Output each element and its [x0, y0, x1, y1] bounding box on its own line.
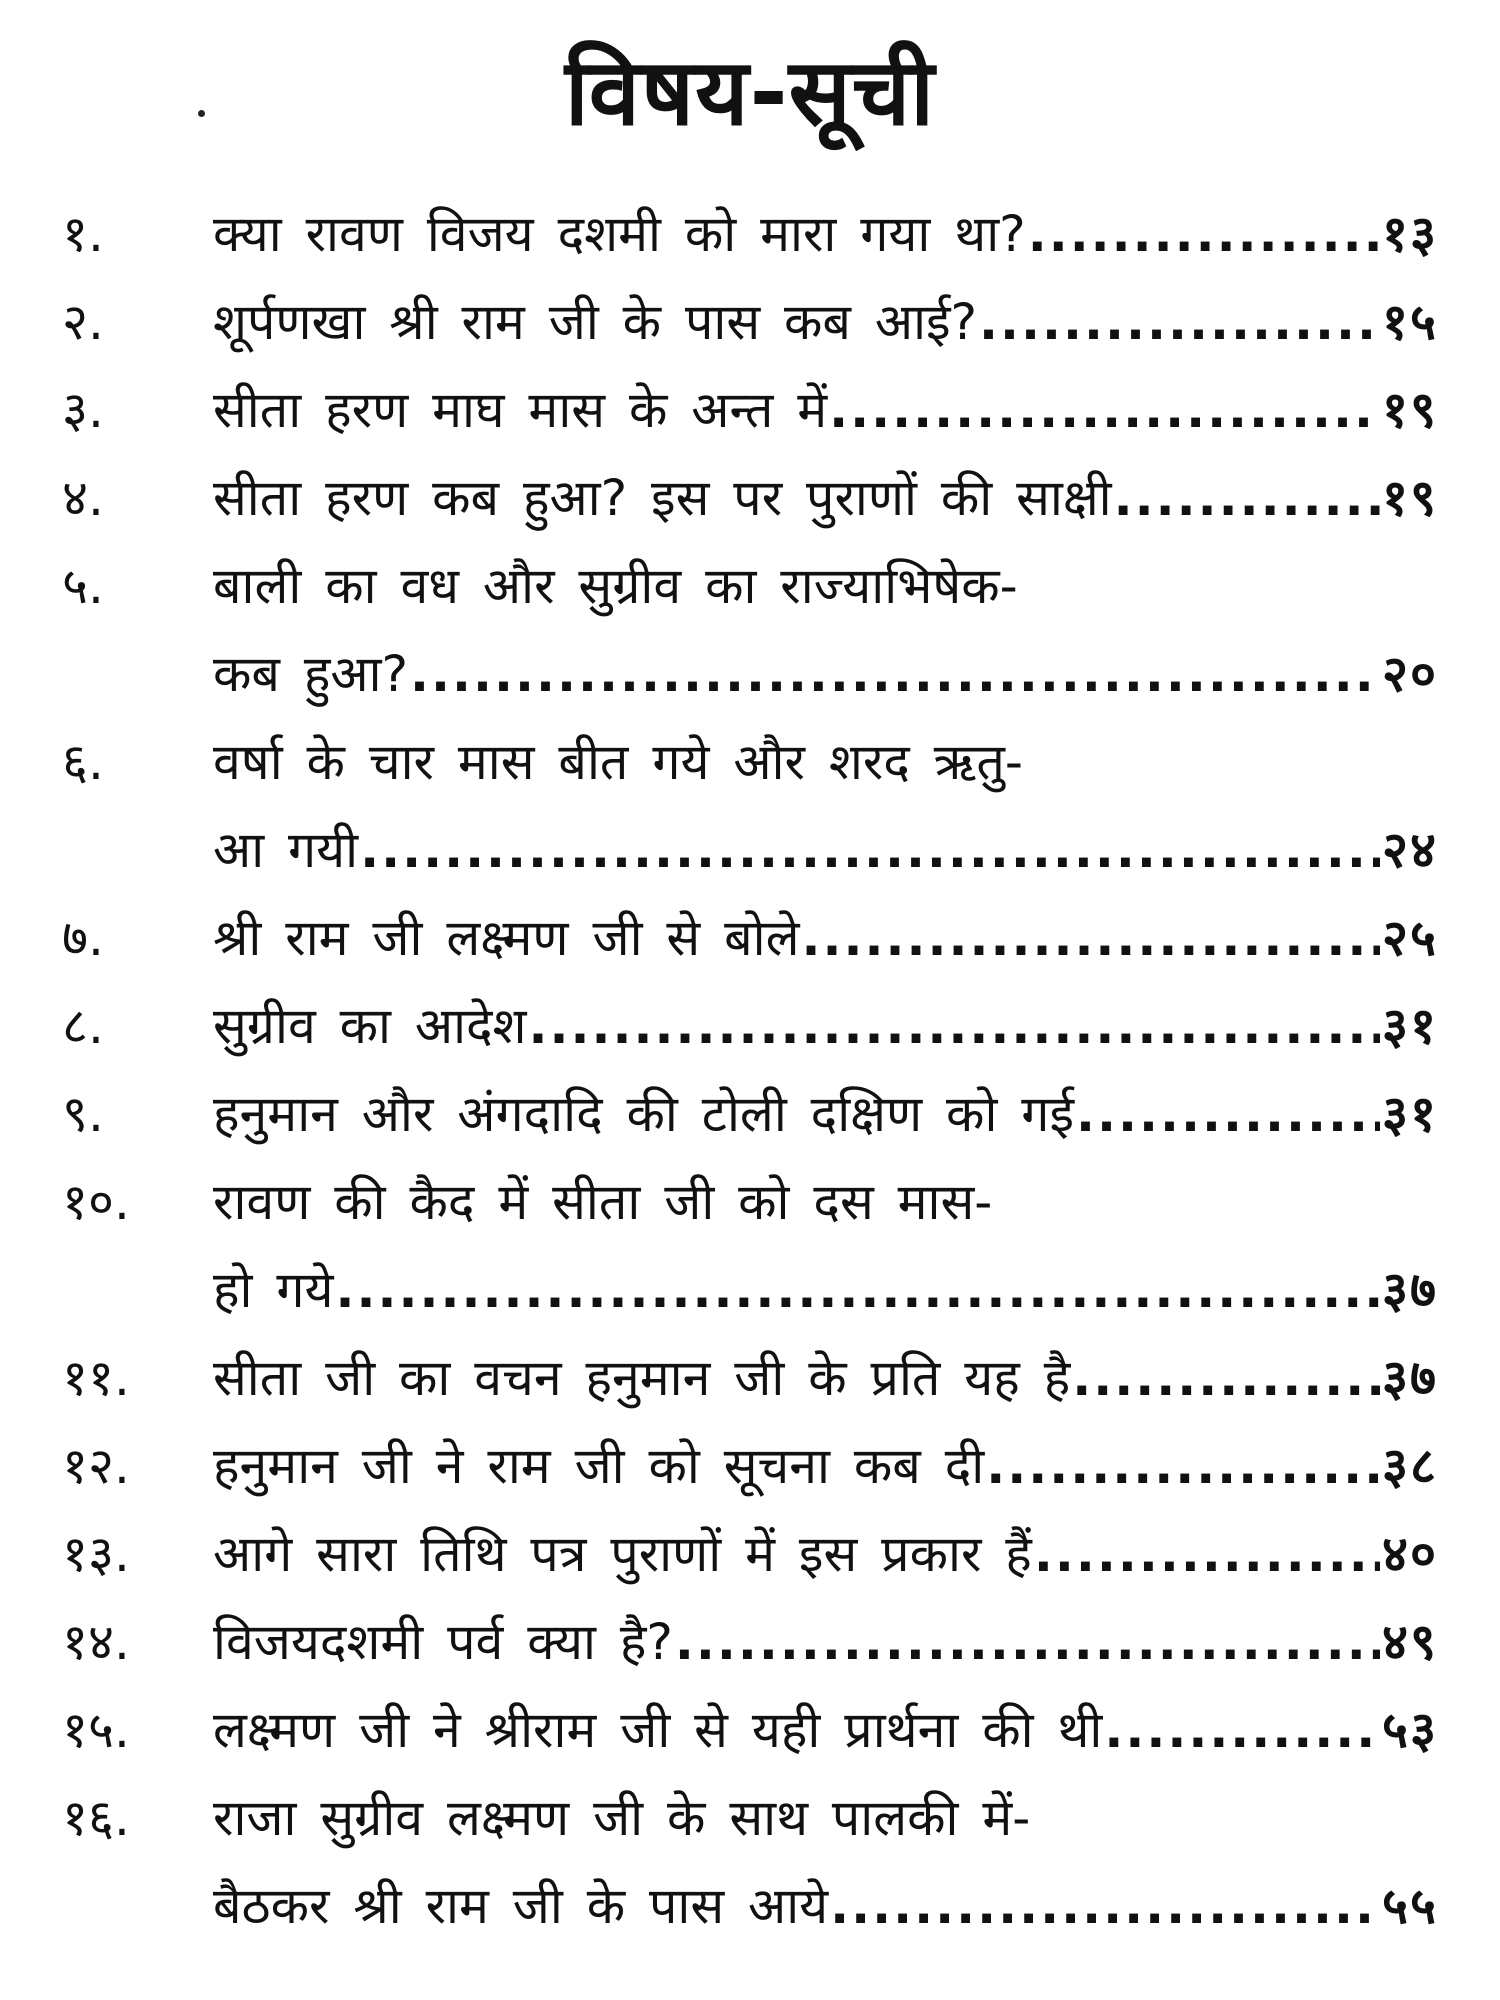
- entry-text-line: [213, 1598, 1438, 1686]
- toc-entry-row: [0, 982, 1500, 1070]
- dot-leader: [529, 982, 1380, 1070]
- toc-entry-row: [0, 1070, 1500, 1158]
- entry-number: ७.: [62, 909, 104, 967]
- entry-text-line: [213, 806, 1438, 894]
- page-title: विषय-सूची: [564, 39, 936, 146]
- entry-number: २.: [62, 293, 104, 351]
- entry-page-number: ३८: [1382, 1437, 1438, 1495]
- entry-number: ४.: [62, 469, 104, 527]
- dot-leader: [360, 806, 1380, 894]
- entry-title: विजयदशमी पर्व क्या है?: [213, 1613, 673, 1671]
- dot-leader: [336, 1246, 1380, 1334]
- toc-entry-row: [0, 542, 1500, 630]
- entry-text-line: [213, 454, 1438, 542]
- entry-page-number: १९: [1382, 469, 1438, 527]
- toc-entry-row: [0, 278, 1500, 366]
- entry-page-number: ३१: [1382, 1085, 1438, 1143]
- dot-leader: [675, 1598, 1380, 1686]
- entry-text-line: [213, 1510, 1438, 1598]
- entry-title: बाली का वध और सुग्रीव का राज्याभिषेक-: [213, 557, 1018, 615]
- dot-leader: [1114, 454, 1380, 542]
- entry-title: हो गये: [213, 1261, 334, 1319]
- toc-entry-row: [0, 1246, 1500, 1334]
- toc-entry-row: [0, 454, 1500, 542]
- entry-number: १६.: [62, 1789, 130, 1847]
- entry-number: ९.: [62, 1085, 104, 1143]
- toc-entry-row: [0, 630, 1500, 718]
- toc-entry-row: [0, 1774, 1500, 1862]
- entry-text-line: [213, 1246, 1438, 1334]
- entry-page-number: ३१: [1382, 997, 1438, 1055]
- entry-page-number: २४: [1382, 821, 1438, 879]
- dot-leader: [986, 1422, 1380, 1510]
- entry-number: १४.: [62, 1613, 130, 1671]
- entry-text-line: [213, 1158, 1438, 1246]
- entry-text-line: [213, 1774, 1438, 1862]
- entry-page-number: २०: [1382, 645, 1438, 703]
- dot-leader: [1076, 1070, 1380, 1158]
- dot-leader: [1028, 190, 1380, 278]
- entry-page-number: ३७: [1382, 1349, 1438, 1407]
- entry-title: रावण की कैद में सीता जी को दस मास-: [213, 1173, 993, 1231]
- toc-entry-row: [0, 1334, 1500, 1422]
- entry-title: शूर्पणखा श्री राम जी के पास कब आई?: [213, 293, 978, 351]
- entry-page-number: ४०: [1382, 1525, 1438, 1583]
- entry-title: वर्षा के चार मास बीत गये और शरद ऋतु-: [213, 733, 1023, 791]
- toc-entry-row: [0, 894, 1500, 982]
- entry-number: १.: [62, 205, 104, 263]
- entry-text-line: [213, 1422, 1438, 1510]
- entry-title: आगे सारा तिथि पत्र पुराणों में इस प्रकार हैं: [213, 1525, 1032, 1583]
- dot-leader: [410, 630, 1380, 718]
- entry-text-line: [213, 278, 1438, 366]
- entry-page-number: १५: [1382, 293, 1438, 351]
- toc-entry-row: [0, 366, 1500, 454]
- entry-number: १३.: [62, 1525, 130, 1583]
- entry-text-line: [213, 190, 1438, 278]
- entry-number: ८.: [62, 997, 104, 1055]
- toc-entry-row: [0, 1158, 1500, 1246]
- dot-leader: [1072, 1334, 1380, 1422]
- entry-number: १०.: [62, 1173, 130, 1231]
- dot-leader: [979, 278, 1380, 366]
- dot-leader: [1104, 1686, 1380, 1774]
- dot-leader: [802, 894, 1380, 982]
- entry-title: आ गयी: [213, 821, 359, 879]
- entry-title: सीता जी का वचन हनुमान जी के प्रति यह है: [213, 1349, 1071, 1407]
- toc-entry-row: [0, 718, 1500, 806]
- dot-leader: [830, 1862, 1380, 1950]
- entry-title: राजा सुग्रीव लक्ष्मण जी के साथ पालकी में-: [213, 1789, 1031, 1847]
- entry-number: ३.: [62, 381, 104, 439]
- entry-page-number: १९: [1382, 381, 1438, 439]
- entry-number: १५.: [62, 1701, 130, 1759]
- entry-number: ५.: [62, 557, 104, 615]
- entry-number: ६.: [62, 733, 104, 791]
- dot-leader: [1034, 1510, 1380, 1598]
- entry-title: सीता हरण कब हुआ? इस पर पुराणों की साक्षी: [213, 469, 1112, 527]
- toc-entry-row: [0, 1686, 1500, 1774]
- entry-title: सीता हरण माघ मास के अन्त में: [213, 381, 828, 439]
- toc-entry-row: [0, 1862, 1500, 1950]
- entry-text-line: [213, 1686, 1438, 1774]
- entry-page-number: २५: [1382, 909, 1438, 967]
- entry-text-line: [213, 1334, 1438, 1422]
- entry-number: १२.: [62, 1437, 130, 1495]
- entry-number: ११.: [62, 1349, 130, 1407]
- entry-title: कब हुआ?: [213, 645, 409, 703]
- entry-page-number: ३७: [1382, 1261, 1438, 1319]
- entry-page-number: १३: [1382, 205, 1438, 263]
- entry-text-line: [213, 630, 1438, 718]
- entry-text-line: [213, 718, 1438, 806]
- entry-page-number: ५३: [1382, 1701, 1438, 1759]
- toc-entry-row: [0, 1422, 1500, 1510]
- toc-list: [0, 190, 1500, 1950]
- entry-title: हनुमान जी ने राम जी को सूचना कब दी: [213, 1437, 985, 1495]
- entry-title: सुग्रीव का आदेश: [213, 997, 527, 1055]
- entry-text-line: [213, 894, 1438, 982]
- entry-title: हनुमान और अंगदादि की टोली दक्षिण को गई: [213, 1085, 1075, 1143]
- entry-text-line: [213, 366, 1438, 454]
- entry-title: बैठकर श्री राम जी के पास आये: [213, 1877, 829, 1935]
- entry-text-line: [213, 1070, 1438, 1158]
- entry-page-number: ५५: [1382, 1877, 1438, 1935]
- entry-page-number: ४९: [1382, 1613, 1438, 1671]
- toc-entry-row: [0, 1510, 1500, 1598]
- entry-title: श्री राम जी लक्ष्मण जी से बोले: [213, 909, 800, 967]
- entry-title: क्या रावण विजय दशमी को मारा गया था?: [213, 205, 1026, 263]
- toc-entry-row: [0, 190, 1500, 278]
- toc-entry-row: [0, 806, 1500, 894]
- entry-title: लक्ष्मण जी ने श्रीराम जी से यही प्रार्थना की थी: [213, 1701, 1103, 1759]
- entry-text-line: [213, 542, 1438, 630]
- toc-entry-row: [0, 1598, 1500, 1686]
- entry-text-line: [213, 1862, 1438, 1950]
- entry-text-line: [213, 982, 1438, 1070]
- dot-leader: [829, 366, 1380, 454]
